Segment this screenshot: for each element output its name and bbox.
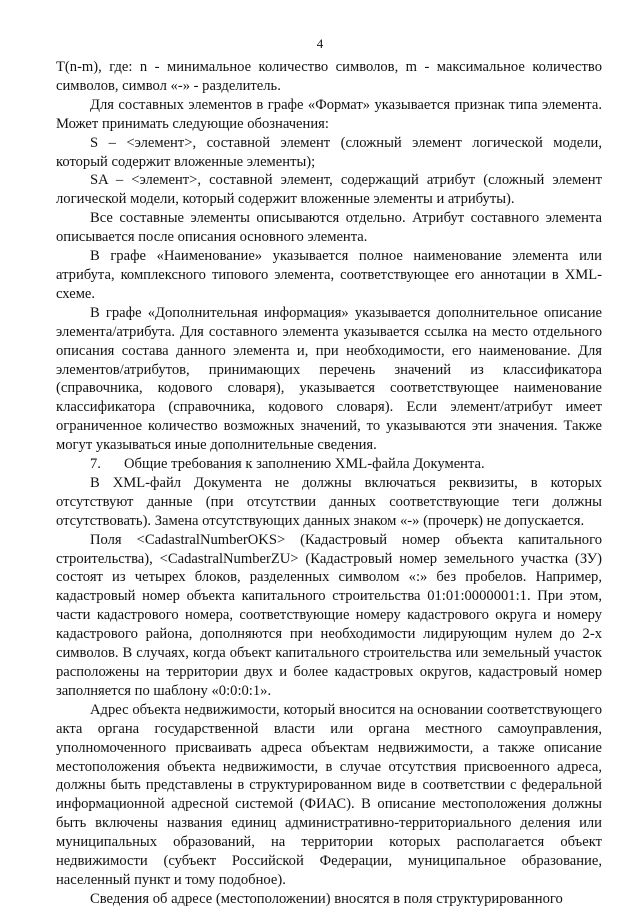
page-number: 4 [316,36,324,51]
paragraph: S – <элемент>, составной элемент (сложный элемент логической модели, который содержит вложенные элементы); [56,134,602,170]
paragraph: Для составных элементов в графе «Формат» указывается признак типа элемента. Может принимать следующие обозначения: [56,96,602,132]
paragraph: В XML-файл Документа не должны включаться реквизиты, в которых отсутствуют данные (при отсутствии данных соответствующие теги должны отсутствовать). Замена отсутствующих данных знаком «-» (прочерк) не допускается. [56,474,602,529]
body-text [56,58,602,909]
paragraph: Все составные элементы описываются отдельно. Атрибут составного элемента описывается после описания основного элемента. [56,210,602,246]
paragraph: В графе «Дополнительная информация» указывается дополнительное описание элемента/атрибута. Для составного элемента указывается ссылка на место отдельного описания состава данного элемента и, при необходимости, его наименование. Для элементов/атрибутов, принимающих перечень значений из классификатора (справочника, кодового словаря), указывается соответствующее наименование классификатора (справочника, кодового словаря). Если элемент/атрибут имеет ограниченное количество возможных значений, то указываются эти значения. Также могут указываться иные дополнительные сведения. [56,304,602,454]
paragraph: Сведения об адресе (местоположении) вносятся в поля структурированного [90,890,563,907]
section-title: Общие требования к заполнению XML-файла Документа. [124,456,485,473]
paragraph: SA – <элемент>, составной элемент, содержащий атрибут (сложный элемент логической модели, который содержит вложенные элементы и атрибуты). [56,172,602,208]
paragraph: В графе «Наименование» указывается полное наименование элемента или атрибута, комплексного типового элемента, соответствующее его аннотации в XML-схеме. [56,248,602,302]
paragraph: Адрес объекта недвижимости, который вносится на основании соответствующего акта органа государственной власти или органа местного самоуправления, уполномоченного присваивать адреса объектам недвижимости, а также описание местоположения объекта недвижимости, в случае отсутствия присвоенного адреса, должны быть представлены в структурированном виде в соответствии с федеральной информационной адресной системой (ФИАС). В описание местоположения должны быть включены названия единиц административно-территориального деления или муниципальных образований, на территории которых располагается объект недвижимости (субъект Российской Федерации, муниципальное образование, населенный пункт и тому подобное). [56,701,602,888]
section-number: 7. [90,456,101,473]
paragraph: Поля <CadastralNumberOKS> (Кадастровый номер объекта капитального строительства), <CadastralNumberZU> (Кадастровый номер земельного участка (ЗУ) состоят из четырех блоков, разделенных символом «:» без пробелов. Например, кадастровый номер объекта капитального строительства 01:01:0000001:1. При этом, части кадастрового номера, соответствующие номеру кадастрового округа и номеру кадастрового района, дополняются при необходимости лидирующим нулем до 2-х символов. В случаях, когда объект капитального строительства или земельный участок расположены на территории двух и более кадастровых округов, кадастровый номер заполняется по шаблону «0:0:0:1». [56,531,602,699]
paragraph: T(n-m), где: n - минимальное количество символов, m - максимальное количество символов, символ «-» - разделитель. [56,59,602,94]
section-heading [56,455,602,474]
